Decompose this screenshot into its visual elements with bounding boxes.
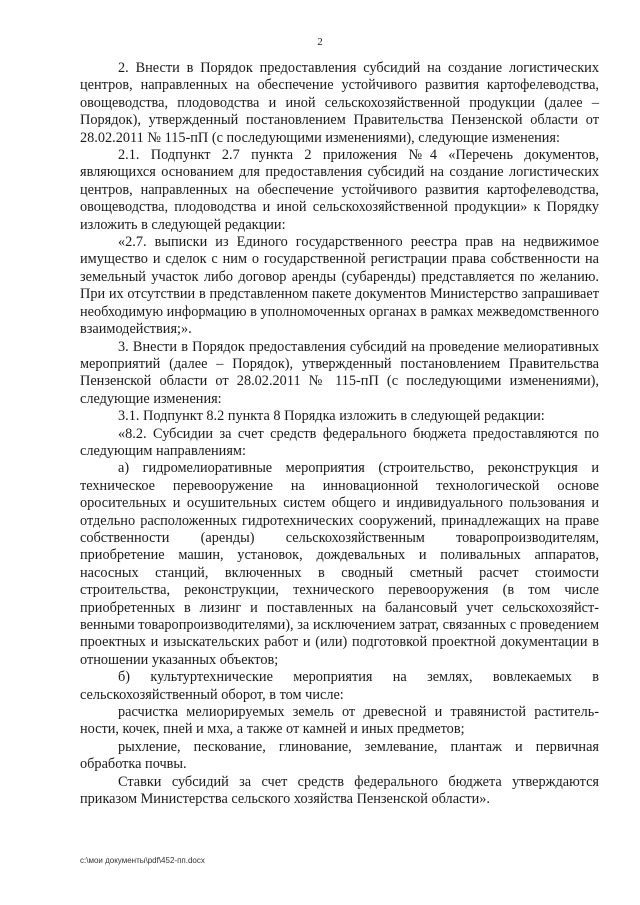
paragraph-subitem-3-1: 3.1. Подпункт 8.2 пункта 8 Порядка изложить в следующей редакции: xyxy=(118,408,545,425)
paragraph-direction-b: б) культуртехнические мероприятия на землях, вовлекаемых в сельскохозяйственный оборот, в том числе: xyxy=(80,669,599,703)
file-path-footer: c:\мои документы\pdf\452-пп.docx xyxy=(80,856,205,865)
paragraph-clearing: расчистка мелиорируемых земель от древесной и травянистой растительности, кочек, пней и мха, а также от камней и иных предметов; xyxy=(80,704,599,738)
paragraph-item-2: 2. Внести в Порядок предоставления субсидий на создание логистических центров, направленных на обеспечение устойчивого развития картофелеводства, овощеводства, плодоводства и иной сельскохозяйственной продукции (далее – Порядок), утвержденный постановлением Правительства Пензенской области от 28.02.2011 № 115-пП (с последующими изменениями), следующие изменения: xyxy=(80,60,599,146)
page-number: 2 xyxy=(317,36,323,48)
paragraph-loosening: рыхление, пескование, глинование, землевание, плантаж и первичная обработка почвы. xyxy=(80,738,599,773)
paragraph-item-3: 3. Внести в Порядок предоставления субсидий на проведение мелиоративных мероприятий (далее – Порядок), утвержденный постановлением Правительства Пензенской области от 28.02.2011 № 115-пП (с последующими изменениями), следующие изменения: xyxy=(80,338,599,407)
quoted-paragraph-8-2: «8.2. Субсидии за счет средств федерального бюджета предоставляются по следующим направлениям: xyxy=(80,425,599,459)
paragraph-subitem-2-1: 2.1. Подпункт 2.7 пункта 2 приложения №4 «Перечень документов, являющихся основанием для предоставления субсидий на создание логистических центров, направленных на обеспечение устойчивого развития картофелеводства, овощеводства, плодоводства и иной сельскохозяйственной продукции» к Порядку изложить в следующей редакции: xyxy=(80,147,599,233)
paragraph-direction-a: а) гидромелиоративные мероприятия (строительство, реконструкция и техническое перевооружение на инновационной технологической основе оросительных и осушительных систем общего и индивидуального пользования и отдельно расположенных гидротехнических сооружений, принадлежащих на праве собственности (аренды) сельскохозяйственным товаропроизводителям, приобретение машин, установок, дождевальных и поливальных аппаратов, насосных станций, включенных в сводный сметный расчет стоимости строительства, реконструкции, технического перевооружения (в том числе приобретенных в лизинг и поставленных на балансовый учет сельскохозяйственными товаропроизводителями), за исключением затрат, связанных с проведением проектных и изыскательских работ и (или) подготовкой проектной документации в отношении указанных объектов; xyxy=(80,460,599,668)
quoted-paragraph-2-7: «2.7. выписки из Единого государственного реестра прав на недвижимое имущество и сделок с ним о государственной регистрации права собственности на земельный участок либо договор аренды (субаренды) представляется по желанию. При их отсутствии в представленном пакете документов Министерство запрашивает необходимую информацию в уполномоченных органах в рамках межведомственного взаимодействия;». xyxy=(80,234,599,338)
document-body xyxy=(80,60,599,808)
paragraph-subsidy-rates: Ставки субсидий за счет средств федерального бюджета утверждаются приказом Министерства сельского хозяйства Пензенской области». xyxy=(80,773,599,808)
